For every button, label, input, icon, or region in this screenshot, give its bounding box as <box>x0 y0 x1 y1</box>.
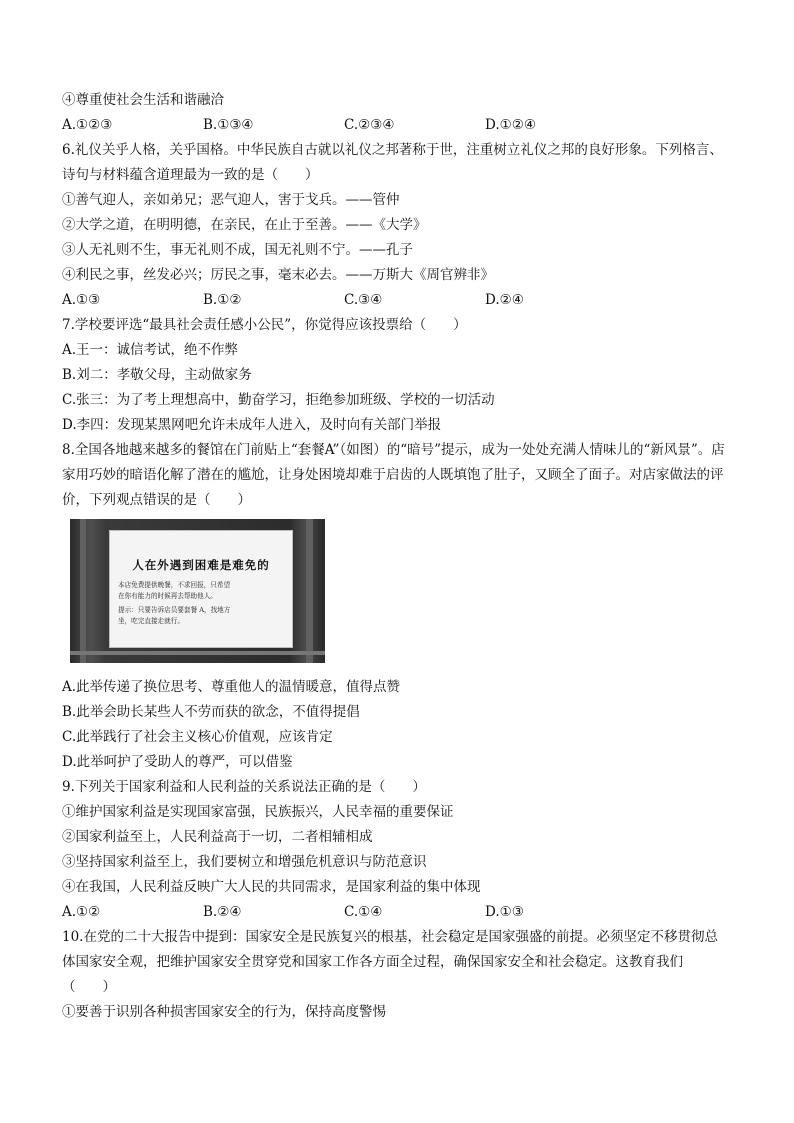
q7-option-c: C.张三：为了考上理想高中，勤奋学习，拒绝参加班级、学校的一切活动 <box>62 392 495 408</box>
q7-option-b: B.刘二：孝敬父母，主动做家务 <box>62 367 252 383</box>
q7-option-a: A.王一：诚信考试，绝不作弊 <box>62 342 239 358</box>
notice-tip-line-1: 提示：只要告诉店员要套餐 A，找地方 <box>118 606 231 614</box>
q6-option-d: D.②④ <box>485 292 524 308</box>
q9-item-2: ②国家利益至上，人民利益高于一切，二者相辅相成 <box>62 829 373 845</box>
q9-item-1: ①维护国家利益是实现国家富强，民族振兴，人民幸福的重要保证 <box>62 804 454 820</box>
q5-options <box>62 113 742 138</box>
q10-stem: 10.在党的二十大报告中提到：国家安全是民族复兴的根基，社会稳定是国家强盛的前提。必须坚定不移贯彻总体国家安全观，把维护国家安全贯穿党和国家工作各方面全过程，确保国家安全和社会稳定。这教育我们（ ） <box>62 929 718 995</box>
q9-item-3: ③坚持国家利益至上，我们要树立和增强危机意识与防范意识 <box>62 854 427 870</box>
q5-item-4: ④尊重使社会生活和谐融洽 <box>62 92 224 108</box>
q6-item-3: ③人无礼则不生，事无礼则不成，国无礼则不宁。——孔子 <box>62 242 413 258</box>
q8-stem: 8.全国各地越来越多的餐馆在门前贴上“套餐A”（如图）的“暗号”提示，成为一处处充满人情味儿的“新风景”。店家用巧妙的暗语化解了潜在的尴尬，让身处困境却难于启齿的人既填饱了肚子，又顾全了面子。对店家做法的评价，下列观点错误的是（ ） <box>62 442 725 508</box>
q10-item-1: ①要善于识别各种损害国家安全的行为，保持高度警惕 <box>62 1004 386 1020</box>
q6-stem: 6.礼仪关乎人格，关乎国格。中华民族自古就以礼仪之邦著称于世，注重树立礼仪之邦的良好形象。下列格言、诗句与材料蕴含道理最为一致的是（ ） <box>62 142 723 183</box>
q6-option-a: A.①③ <box>62 292 101 308</box>
q8-option-d: D.此举呵护了受助人的尊严，可以借鉴 <box>62 754 293 770</box>
q7-option-d: D.李四：发现某黑网吧允许未成年人进入，及时向有关部门举报 <box>62 417 442 433</box>
restaurant-notice-photo <box>70 519 325 663</box>
q7-stem: 7.学校要评选“最具社会责任感小公民”，你觉得应该投票给（ ） <box>62 317 467 333</box>
q6-options <box>62 288 742 313</box>
q9-item-4: ④在我国，人民利益反映广大人民的共同需求，是国家利益的集中体现 <box>62 879 481 895</box>
q9-option-c: C.①④ <box>344 904 383 920</box>
q8-option-b: B.此举会助长某些人不劳而获的欲念，不值得提倡 <box>62 704 360 720</box>
q9-options <box>62 900 742 925</box>
q6-option-c: C.③④ <box>344 292 383 308</box>
q5-option-a: A.①②③ <box>62 117 113 133</box>
q6-item-4: ④利民之事，丝发必兴；厉民之事，毫末必去。——万斯大《周官辨非》 <box>62 267 494 283</box>
q6-option-b: B.①② <box>203 292 242 308</box>
q9-option-a: A.①② <box>62 904 101 920</box>
notice-title: 人在外遇到困难是难免的 <box>132 558 270 572</box>
notice-body-line-1: 本店免费提供晚餐，不求回报，只希望 <box>118 581 231 589</box>
q5-option-b: B.①③④ <box>203 117 254 133</box>
q8-option-a: A.此举传递了换位思考、尊重他人的温情暖意，值得点赞 <box>62 679 401 695</box>
notice-paper <box>110 531 292 647</box>
q9-stem: 9.下列关于国家利益和人民利益的关系说法正确的是（ ） <box>62 779 426 795</box>
q6-item-2: ②大学之道，在明明德，在亲民，在止于至善。——《大学》 <box>62 217 427 233</box>
q5-option-d: D.①②④ <box>485 117 536 133</box>
q6-item-1: ①善气迎人，亲如弟兄；恶气迎人，害于戈兵。——管仲 <box>62 192 400 208</box>
q5-option-c: C.②③④ <box>344 117 395 133</box>
exam-page <box>62 88 742 1025</box>
q9-option-d: D.①③ <box>485 904 524 920</box>
notice-tip-line-2: 坐，吃完直接走就行。 <box>118 616 184 625</box>
q8-option-c: C.此举践行了社会主义核心价值观，应该肯定 <box>62 729 333 745</box>
q9-option-b: B.②④ <box>203 904 242 920</box>
notice-body-line-2: 在你有能力的时候再去帮助他人。 <box>118 591 217 600</box>
